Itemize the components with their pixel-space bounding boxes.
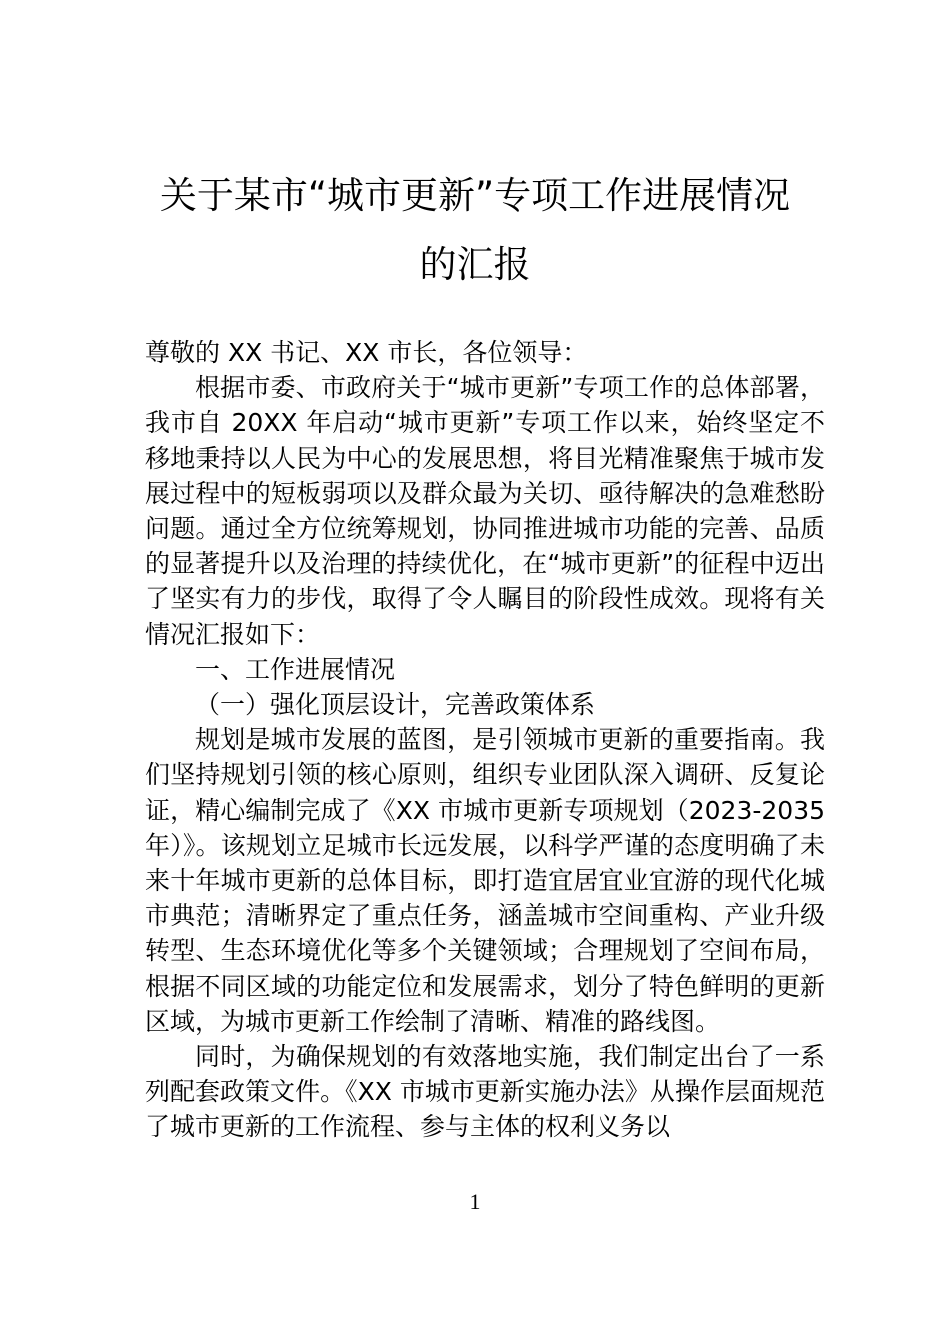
paragraph-planning: 规划是城市发展的蓝图，是引领城市更新的重要指南。我们坚持规划引领的核心原则，组织专业团队深入调研、反复论证，精心编制完成了《XX 市城市更新专项规划（2023-2035 年）》。该规划立足城市长远发展，以科学严谨的态度明确了未来十年城市更新的总体目标，即打造宜居宜业宜游的现代化城市典范；清晰界定了重点任务，涵盖城市空间重构、产业升级转型、生态环境优化等多个关键领域；合理规划了空间布局，根据不同区域的功能定位和发展需求，划分了特色鲜明的更新区域，为城市更新工作绘制了清晰、精准的路线图。 <box>145 725 825 1036</box>
section-heading: 一、工作进展情况 <box>195 654 396 684</box>
document-body <box>145 335 825 1145</box>
document-title-line-2: 的汇报 <box>419 243 531 286</box>
document-title-line-1: 关于某市“城市更新”专项工作进展情况 <box>159 174 791 217</box>
salutation: 尊敬的 XX 书记、XX 市长，各位领导： <box>145 338 588 367</box>
paragraph-intro: 根据市委、市政府关于“城市更新”专项工作的总体部署，我市自 20XX 年启动“城市更新”专项工作以来，始终坚定不移地秉持以人民为中心的发展思想，将目光精准聚焦于城市发展过程中的短板弱项以及群众最为关切、亟待解决的急难愁盼问题。通过全方位统筹规划，协同推进城市功能的完善、品质的显著提升以及治理的持续优化，在“城市更新”的征程中迈出了坚实有力的步伐，取得了令人瞩目的阶段性成效。现将有关情况汇报如下： <box>145 373 825 649</box>
paragraph-policy: 同时，为确保规划的有效落地实施，我们制定出台了一系列配套政策文件。《XX 市城市更新实施办法》从操作层面规范了城市更新的工作流程、参与主体的权利义务以 <box>145 1042 825 1142</box>
page-number: 1 <box>469 1189 481 1214</box>
subsection-heading: （一）强化顶层设计，完善政策体系 <box>195 690 596 720</box>
